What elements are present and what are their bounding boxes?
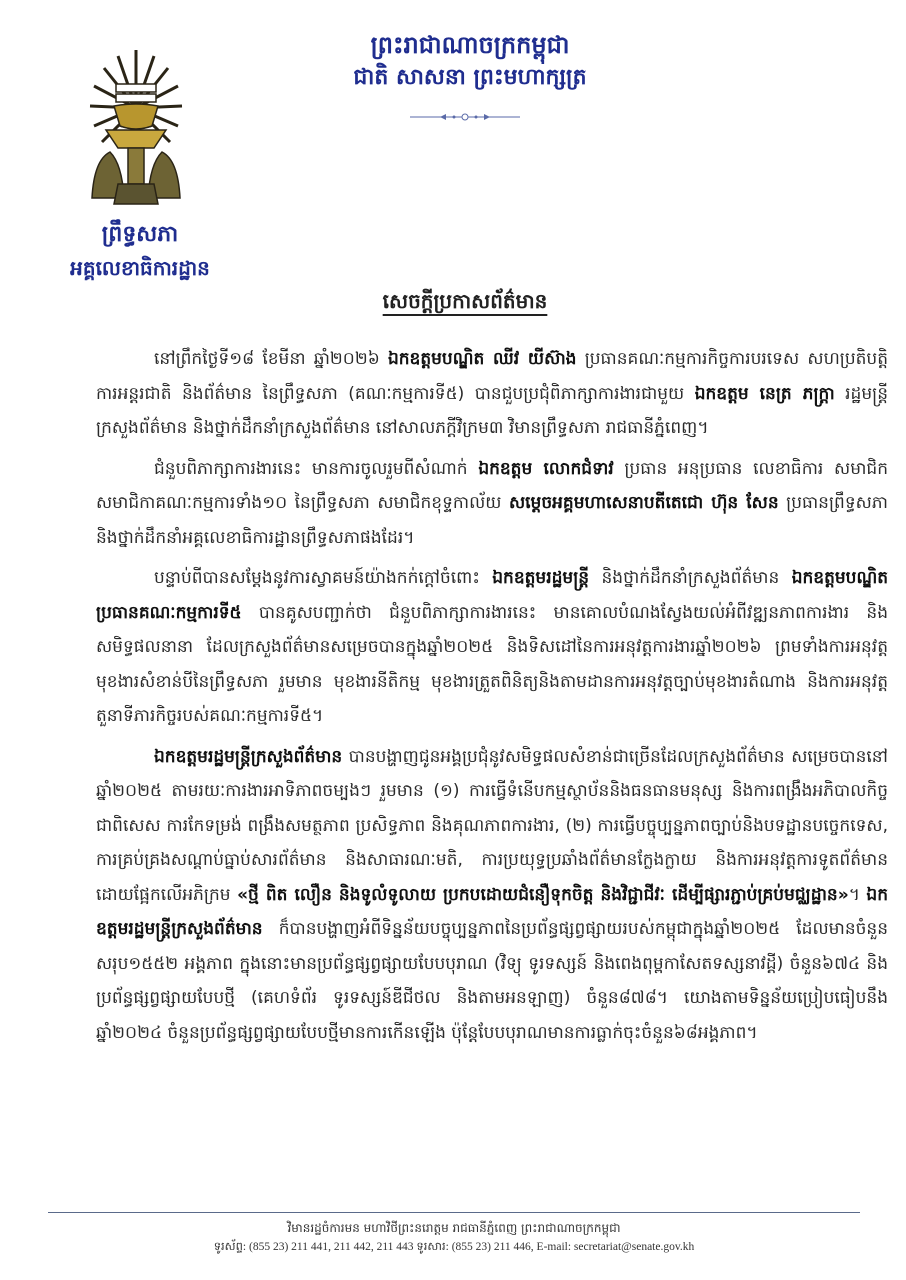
text-segment: បន្ទាប់ពីបានសម្តែងនូវការស្វាគមន៍យ៉ាងកក់ក្តៅចំពោះ [154,568,493,588]
text-segment: ប្រធានគណៈកម្មការកិច្ចការបរទេស សហប្រតិបត្តិការអន្តរជាតិ និងព័ត៌មាន នៃព្រឹទ្ធសភា (គណៈកម្មការទី៥) បានជួបប្រជុំពិភាក្សាការងារជាមួយ [96,349,888,404]
kingdom-header [300,28,640,94]
text-segment: បានបង្ហាញជូនអង្គប្រជុំនូវសមិទ្ធផលសំខាន់ជាច្រើនដែលក្រសួងព័ត៌មាន សម្រេចបាននៅឆ្នាំ២០២៥ តាមរយៈការងារអាទិភាពចម្បងៗ រួមមាន (១) ការធ្វើទំនើបកម្មស្ថាប័ននិងធនធានមនុស្ស និងការពង្រឹងអភិបាលកិច្ច ជាពិសេស ការកែទម្រង់ ពង្រឹងសមត្ថភាព ប្រសិទ្ធភាព និងគុណភាពការងារ, (២) ការធ្វើបច្ចុប្បន្នភាពច្បាប់និងបទដ្ឋានបច្ចេកទេស, ការគ្រប់គ្រងសណ្តាប់ធ្នាប់សារព័ត៌មាន និងសាធារណៈមតិ, ការប្រយុទ្ធប្រឆាំងព័ត៌មានក្លែងក្លាយ និងការអនុវត្តការទូតព័ត៌មាន ដោយផ្អែកលើអភិក្រម [96,746,888,905]
paragraph-2 [96,452,888,556]
text-segment: ។ [848,884,867,905]
footer-divider [48,1212,860,1213]
senate-emblem-icon [88,48,184,208]
bold-segment: ឯកឧត្តមរដ្ឋមន្ត្រីក្រសួងព័ត៌មាន [154,746,343,767]
text-segment: រដ្ឋមន្ត្រីក្រសួងព័ត៌មាន និងថ្នាក់ដឹកនាំក្រសួងព័ត៌មាន នៅសាលភក្តីវិក្រម៣ វិមានព្រឹទ្ធសភា រាជធានីភ្នំពេញ។ [96,383,888,438]
name-neth-pheaktra: ឯកឧត្តម នេត្រ ភក្ត្រា [694,383,835,404]
document-body [96,342,888,1056]
bold-segment: ឯកឧត្តមបណ្ឌិត ប្រធានគណៈកម្មការទី៥ [96,568,888,623]
sender-secretariat: អគ្គលេខាធិការដ្ឋាន [70,256,210,280]
footer [48,1218,860,1256]
national-motto: ជាតិ សាសនា ព្រះមហាក្សត្រ [353,65,587,90]
text-segment: ប្រធានព្រឹទ្ធសភា និងថ្នាក់ដឹកនាំអគ្គលេខាធិការដ្ឋានព្រឹទ្ធសភាផងដែរ។ [96,493,888,548]
email-link[interactable]: secretariat@senate.gov.kh [573,1241,695,1253]
text-segment: ជំនួបពិភាក្សាការងារនេះ មានការចូលរួមពីសំណាក់ [154,458,479,479]
sender-senate: ព្រឹទ្ធសភា [101,222,179,247]
sender-block [40,218,240,284]
name-chhiv-yiseang: ឯកឧត្តមបណ្ឌិត ឈីវ យីស៊ាង [387,349,577,369]
bold-segment: ឯកឧត្តមរដ្ឋមន្ត្រីក្រសួងព័ត៌មាន [96,884,888,939]
text-segment: និងថ្នាក់ដឹកនាំក្រសួងព័ត៌មាន [589,568,792,588]
email-label: E-mail: [536,1241,572,1253]
fax-number: (855 23) 211 446, [451,1241,534,1253]
slogan-quote: «ថ្មី ពិត លឿន និងទូលំទូលាយ ប្រកបដោយជំនឿទុកចិត្ត និងវិជ្ជាជីវៈ ដើម្បីផ្សារភ្ជាប់គ្រប់មជ្ឈដ្ឋាន» [237,884,849,905]
phone-label: ទូរស័ព្ទ: [213,1241,247,1253]
paragraph-4 [96,740,888,1051]
decorative-divider-icon [410,113,520,121]
fax-label: ទូរសារ: [416,1241,449,1253]
kingdom-name: ព្រះរាជាណាចក្រកម្ពុជា [370,31,570,59]
name-hun-sen: សម្តេចអគ្គមហាសេនាបតីតេជោ ហ៊ុន សែន [508,493,779,513]
text-segment: ក៏បានបង្ហាញអំពីទិន្នន័យបច្ចុប្បន្នភាពនៃប្រព័ន្ធផ្សព្វផ្សាយរបស់កម្ពុជាក្នុងឆ្នាំ២០២៥ ដែលមានចំនួនសរុប១៥៥២ អង្គភាព ក្នុងនោះមានប្រព័ន្ធផ្សព្វផ្សាយបែបបុរាណ (វិទ្យុ ទូរទស្សន៍ និងពេងពុម្ពកាសែតទស្សនាវដ្តី) ចំនួន៦៧៤ និងប្រព័ន្ធផ្សព្វផ្សាយបែបថ្មី (គេហទំព័រ ទូរទស្សន៍ឌីជីថល និងតាមអនឡាញ) ចំនួន៨៧៨។ យោងតាមទិន្នន័យប្រៀបធៀបនឹងឆ្នាំ២០២៤ ចំនួនប្រព័ន្ធផ្សព្វផ្សាយបែបថ្មីមានការកើនឡើង ប៉ុន្តែបែបបុរាណមានការធ្លាក់ចុះចំនួន៦៨អង្គភាព។ [96,919,888,1043]
paragraph-1 [96,342,888,446]
bold-segment: ឯកឧត្តមរដ្ឋមន្ត្រី [492,568,590,588]
bold-segment: ឯកឧត្តម លោកជំទាវ [478,458,614,479]
text-segment: បានគូសបញ្ជាក់ថា ជំនួបពិភាក្សាការងារនេះ មានគោលបំណងស្វែងយល់អំពីវឌ្ឍនភាពការងារ និងសមិទ្ធផលនានា ដែលក្រសួងព័ត៌មានសម្រេចបានក្នុងឆ្នាំ២០២៥ និងទិសដៅនៃការអនុវត្តការងារឆ្នាំ២០២៦ ព្រមទាំងការអនុវត្តមុខងារសំខាន់បីនៃព្រឹទ្ធសភា រួមមាន មុខងារនីតិកម្ម មុខងារត្រួតពិនិត្យនិងតាមដានការអនុវត្តច្បាប់មុខងារតំណាង និងការអនុវត្តតួនាទីភារកិច្ចរបស់គណៈកម្មការទី៥។ [96,602,888,726]
paragraph-3 [96,561,888,734]
text-segment: ប្រធាន អនុប្រធាន លេខាធិការ សមាជិក សមាជិកាគណៈកម្មការទាំង១០ នៃព្រឹទ្ធសភា សមាជិកខុទ្ទកាល័យ [96,458,888,513]
phone-numbers: (855 23) 211 441, 211 442, 211 443 [249,1241,414,1253]
footer-contacts [48,1238,860,1256]
document-title: សេចក្តីប្រកាសព័ត៌មាន [382,289,548,313]
text-segment: នៅព្រឹកថ្ងៃទី១៨ ខែមីនា ឆ្នាំ២០២៦ [154,349,388,369]
footer-address: វិមានរដ្ឋចំការមន មហាវិថីព្រះនរោត្តម រាជធានីភ្នំពេញ ព្រះរាជាណាចក្រកម្ពុជា [287,1221,621,1235]
